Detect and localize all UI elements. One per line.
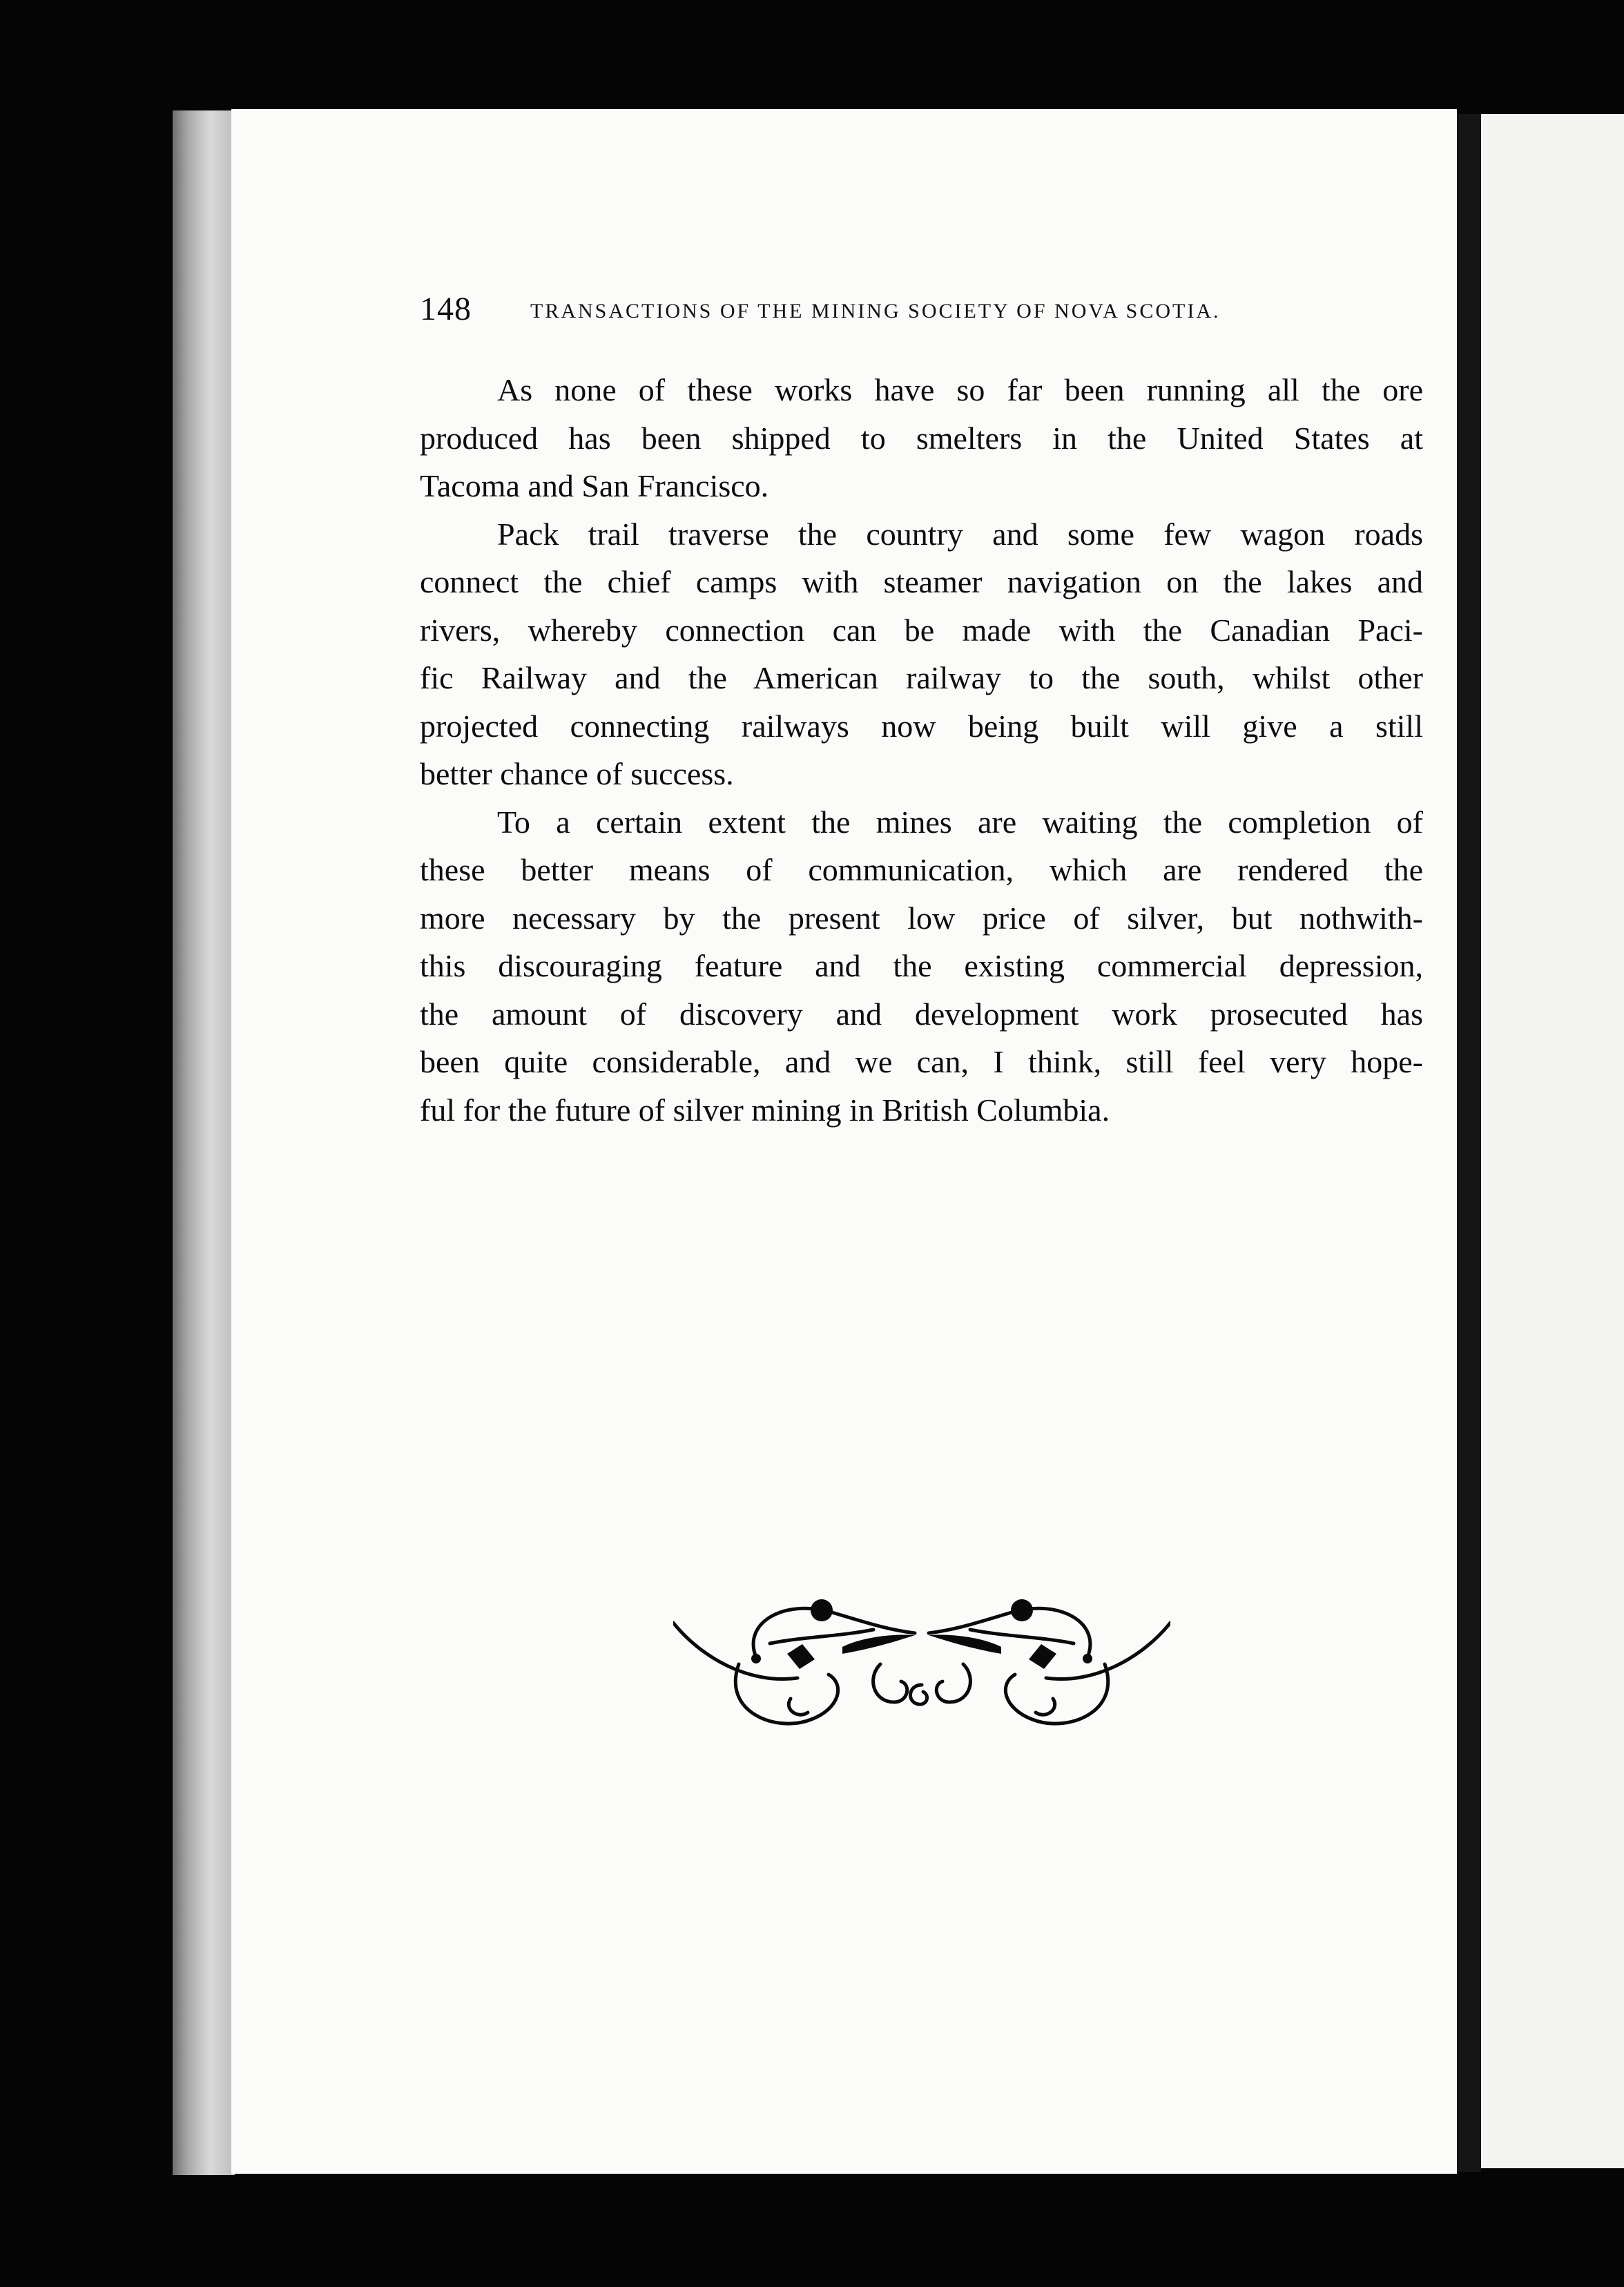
text-line: connect the chief camps with steamer navigation on the lakes and bbox=[420, 564, 1423, 599]
body-text bbox=[420, 366, 1423, 1134]
text-line: better chance of success. bbox=[420, 756, 734, 791]
book-gutter bbox=[1457, 114, 1481, 2172]
page-header bbox=[420, 290, 1345, 331]
page-number: 148 bbox=[420, 291, 472, 327]
text-line: this discouraging feature and the existing commercial depression, bbox=[420, 948, 1423, 983]
paragraph bbox=[420, 366, 1423, 510]
text-line: Pack trail traverse the country and some few wagon roads bbox=[497, 516, 1423, 552]
page-stack-edge bbox=[173, 110, 235, 2175]
text-line: As none of these works have so far been running all the ore bbox=[497, 372, 1423, 407]
scroll-flourish-ornament-icon bbox=[673, 1581, 1170, 1740]
facing-page-edge bbox=[1481, 114, 1624, 2168]
paragraph bbox=[420, 798, 1423, 1135]
text-line: these better means of communication, which are rendered the bbox=[420, 852, 1423, 887]
paragraph bbox=[420, 510, 1423, 798]
text-line: the amount of discovery and development work prosecuted has bbox=[420, 996, 1423, 1032]
text-line: been quite considerable, and we can, I think, still feel very hope- bbox=[420, 1044, 1423, 1079]
text-line: To a certain extent the mines are waiting the completion of bbox=[497, 804, 1423, 840]
text-line: produced has been shipped to smelters in the United States at bbox=[420, 420, 1423, 456]
text-line: more necessary by the present low price of silver, but nothwith- bbox=[420, 900, 1423, 936]
text-line: projected connecting railways now being built will give a still bbox=[420, 708, 1423, 744]
text-line: ful for the future of silver mining in British Columbia. bbox=[420, 1092, 1110, 1128]
running-title: TRANSACTIONS OF THE MINING SOCIETY OF NOVA SCOTIA. bbox=[530, 300, 1221, 322]
text-line: Tacoma and San Francisco. bbox=[420, 468, 769, 503]
text-line: rivers, whereby connection can be made with the Canadian Paci- bbox=[420, 612, 1423, 648]
text-line: fic Railway and the American railway to the south, whilst other bbox=[420, 660, 1423, 695]
